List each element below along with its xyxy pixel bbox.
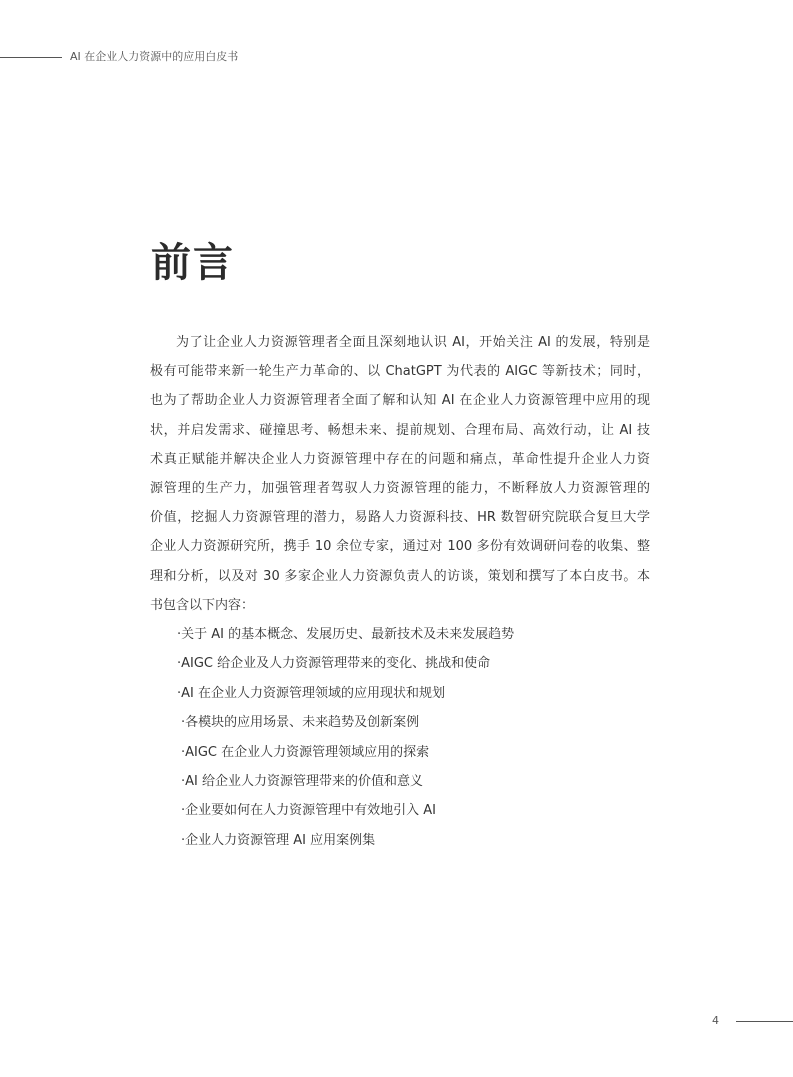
bullet-item: ·企业人力资源管理 AI 应用案例集: [181, 832, 376, 848]
bullet-item: ·AIGC 在企业人力资源管理领域应用的探索: [181, 744, 430, 760]
paragraph-line: 价值，挖掘人力资源管理的潜力，易路人力资源科技、HR 数智研究院联合复旦大学: [150, 510, 650, 526]
page-number: 4: [712, 1014, 719, 1027]
paragraph-line: 极有可能带来新一轮生产力革命的、以 ChatGPT 为代表的 AIGC 等新技术；同时，: [150, 364, 650, 380]
paragraph-line: 术真正赋能并解决企业人力资源管理中存在的问题和痛点，革命性提升企业人力资: [150, 451, 650, 467]
preface-paragraph: [150, 328, 650, 620]
bullet-item: ·企业要如何在人力资源管理中有效地引入 AI: [181, 803, 436, 819]
bullet-item: ·AI 给企业人力资源管理带来的价值和意义: [181, 773, 423, 789]
bullet-item: ·各模块的应用场景、未来趋势及创新案例: [181, 715, 420, 731]
paragraph-line: 理和分析，以及对 30 多家企业人力资源负责人的访谈，策划和撰写了本白皮书。本: [150, 568, 650, 584]
bullet-item: ·关于 AI 的基本概念、发展历史、最新技术及未来发展趋势: [177, 627, 515, 642]
page-title: 前言: [151, 240, 235, 286]
paragraph-line: 企业人力资源研究所，携手 10 余位专家，通过对 100 多份有效调研问卷的收集、整: [150, 539, 650, 555]
paragraph-line: 也为了帮助企业人力资源管理者全面了解和认知 AI 在企业人力资源管理中应用的现: [150, 393, 650, 409]
paragraph-line: 为了让企业人力资源管理者全面且深刻地认识 AI，开始关注 AI 的发展，特别是: [176, 335, 650, 350]
bullet-item: ·AI 在企业人力资源管理领域的应用现状和规划: [177, 685, 445, 701]
contents-bullet-list: [177, 620, 514, 855]
running-header-title: AI 在企业人力资源中的应用白皮书: [70, 50, 239, 63]
paragraph-line: 书包含以下内容：: [150, 597, 255, 613]
paragraph-line: 源管理的生产力，加强管理者驾驭人力资源管理的能力，不断释放人力资源管理的: [150, 480, 650, 496]
bullet-item: ·AIGC 给企业及人力资源管理带来的变化、挑战和使命: [177, 656, 491, 672]
footer-rule: [736, 1021, 793, 1022]
header-rule: [0, 57, 62, 58]
paragraph-line: 状，并启发需求、碰撞思考、畅想未来、提前规划、合理布局、高效行动，让 AI 技: [150, 422, 650, 438]
